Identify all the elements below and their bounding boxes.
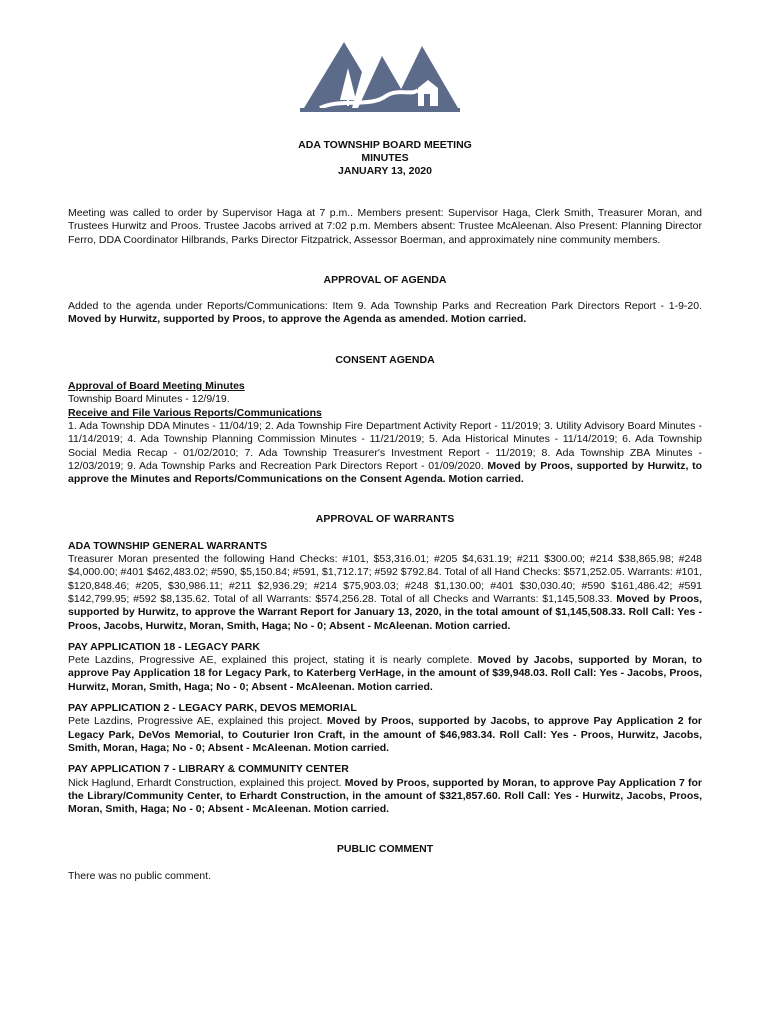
agenda-paragraph — [68, 300, 702, 327]
warrants-heading: APPROVAL OF WARRANTS — [315, 513, 455, 526]
pay2-motion: Moved by Proos, supported by Jacobs, to approve Pay Application 2 for Legacy Park, DeVos Memorial, to Couturier Iron Craft, in the amount of $46,983.34. Roll Call: Yes - Proos, Hurwitz, Jacobs, Smith, Moran, Haga; No - 0; Absent - McAleenan. Motion carried. — [68, 715, 702, 754]
pay7-subheading: PAY APPLICATION 7 - LIBRARY & COMMUNITY CENTER — [68, 763, 349, 776]
agenda-heading: APPROVAL OF AGENDA — [323, 273, 447, 286]
consent-reports-paragraph — [68, 420, 702, 486]
consent-sub-reports: Receive and File Various Reports/Communications — [68, 406, 322, 419]
title-line-3: JANUARY 13, 2020 — [338, 165, 432, 177]
pay18-text: Pete Lazdins, Progressive AE, explained this project, stating it is nearly complete. — [68, 654, 473, 667]
pay18-subheading: PAY APPLICATION 18 - LEGACY PARK — [68, 640, 260, 653]
minutes-body — [68, 207, 702, 883]
intro-paragraph: Meeting was called to order by Supervisor Haga at 7 p.m.. Members present: Supervisor Haga, Clerk Smith, Treasurer Moran, and Trustees Hurwitz and Proos. Trustee Jacobs arrived at 7:02 p.m. Members absent: Trustee McAleenan. Also Present: Planning Director Ferro, DDA Coordinator Hilbrands, Parks Director Fitzpatrick, Assessor Boerman, and approximately nine community members. — [68, 207, 702, 246]
document-title — [0, 139, 770, 178]
warrants-subheading: ADA TOWNSHIP GENERAL WARRANTS — [68, 539, 268, 552]
pay18-motion: Moved by Jacobs, supported by Moran, to approve Pay Application 18 for Legacy Park, to Katerberg VerHage, in the amount of $39,948.03. Roll Call: Yes - Jacobs, Proos, Hurwitz, Moran, Smith, Haga; No - 0; Absent - McAleenan. Motion carried. — [68, 654, 703, 693]
pay7-text: Nick Haglund, Erhardt Construction, explained this project. — [68, 776, 342, 789]
warrants-text: Treasurer Moran presented the following Hand Checks: #101, $53,316.01; #205 $4,631.19; #211 $300.00; #214 $38,865.98; #248 $4,000.00; #401 $462,483.02; #590, $5,150.84; #591, $1,712.17; #592 $792.84. Total of all Hand Checks: $571,252.05. Warrants: #101, $120,848.46; #205, $30,986.11; #211 $2,936.29; #214 $75,903.03; #248 $1,130.00; #401 $30,030.40; #590 $161,486.42; #591 $142,799.95; #592 $8,135.62. Total of all Warrants: $574,256.28. Total of all Checks and Warrants: $1,145,508.33. — [68, 553, 702, 605]
consent-heading: CONSENT AGENDA — [335, 353, 435, 366]
pay7-paragraph — [68, 777, 702, 817]
agenda-text: Added to the agenda under Reports/Communications: Item 9. Ada Township Parks and Recreation Park Directors Report - 1-9-20. — [68, 300, 702, 313]
warrants-paragraph — [68, 553, 702, 633]
consent-minutes-text: Township Board Minutes - 12/9/19. — [68, 393, 230, 406]
pay2-paragraph — [68, 715, 702, 755]
title-line-1: ADA TOWNSHIP BOARD MEETING — [298, 139, 472, 151]
pay2-subheading: PAY APPLICATION 2 - LEGACY PARK, DEVOS MEMORIAL — [68, 702, 357, 715]
public-comment-text: There was no public comment. — [68, 869, 211, 882]
pay18-paragraph — [68, 654, 702, 694]
title-line-2: MINUTES — [361, 152, 409, 164]
pay2-text: Pete Lazdins, Progressive AE, explained this project. — [68, 715, 323, 728]
public-comment-heading: PUBLIC COMMENT — [336, 843, 434, 856]
consent-reports-text: 1. Ada Township DDA Minutes - 11/04/19; 2. Ada Township Fire Department Activity Report - 11/2019; 3. Utility Advisory Board Minutes - 11/14/2019; 4. Ada Township Planning Commission Minutes - 11/21/2019; 5. Ada Historical Minutes - 11/14/2019; 6. Ada Township Social Media Recap - 01/02/2010; 7. Ada Township Treasurer's Investment Report - 11/2019; 8. Ada Township ZBA Minutes - 12/03/2019; 9. Ada Township Parks and Recreation Park Directors Report - 01/09/2020. — [68, 419, 702, 472]
agenda-motion: Moved by Hurwitz, supported by Proos, to approve the Agenda as amended. Motion carried. — [68, 313, 527, 326]
warrants-motion: Moved by Proos, supported by Hurwitz, to approve the Warrant Report for January 13, 2020, in the total amount of $1,145,508.33. Roll Call: Yes - Proos, Jacobs, Hurwitz, Moran, Smith, Haga; No - 0; Absent - McAleenan. Motion carried. — [68, 592, 703, 632]
ada-township-logo — [300, 38, 460, 114]
consent-motion: Moved by Proos, supported by Hurwitz, to approve the Minutes and Reports/Communications on the Consent Agenda. Motion carried. — [68, 459, 702, 486]
consent-sub-minutes: Approval of Board Meeting Minutes — [68, 380, 245, 393]
pay7-motion: Moved by Proos, supported by Moran, to approve Pay Application 7 for the Library/Community Center, to Erhardt Construction, in the amount of $321,857.60. Roll Call: Yes - Hurwitz, Jacobs, Proos, Moran, Smith, Haga; No - 0; Absent - McAleenan. Motion carried. — [68, 776, 702, 816]
